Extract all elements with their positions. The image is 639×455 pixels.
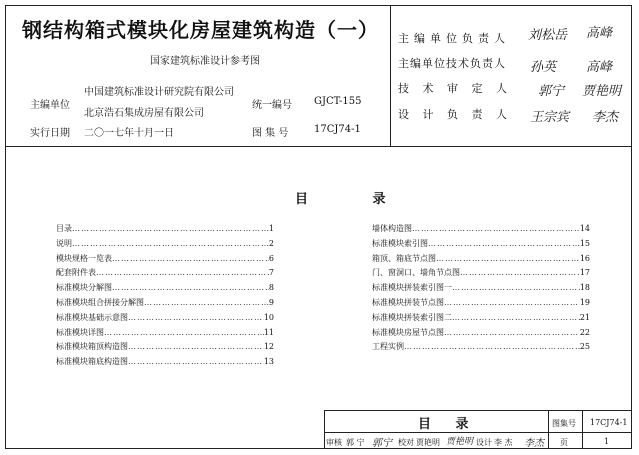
toc-entry-page: 10 [263, 312, 274, 322]
toc-entry[interactable] [372, 281, 590, 296]
atlas-value: 17CJ74-1 [314, 124, 361, 135]
toc-entry-title: 标准模块索引图 [372, 238, 428, 248]
toc-right-column [372, 222, 590, 355]
toc-entry-page: 21 [579, 312, 590, 322]
resp-sig-2b: 高峰 [586, 60, 613, 75]
toc-entry[interactable] [372, 252, 590, 267]
toc-entry-page: 7 [268, 268, 274, 278]
toc-leader [112, 281, 269, 296]
toc-entry[interactable] [372, 340, 590, 355]
title-block-design-label: 设计 [476, 438, 492, 447]
title-block-drawing-name: 目 录 [418, 417, 479, 432]
title-block-design-name: 李 杰 [494, 438, 513, 447]
header-bottom-rule [5, 146, 632, 147]
toc-leader [412, 222, 580, 237]
toc-entry-title: 门、窗洞口、墙角节点图 [372, 268, 460, 278]
toc-entry-title: 标准模块基础示意图 [56, 312, 128, 322]
toc-heading: 目 录 [295, 192, 416, 207]
date-label: 实行日期 [30, 128, 70, 139]
toc-entry-page: 18 [579, 283, 590, 293]
toc-entry-title: 标准模块箱底构造图 [56, 357, 128, 367]
title-block-review-sig: 郭宁 [372, 438, 392, 449]
title-block-review-label: 审核 [326, 438, 342, 447]
title-block-check-label: 校对 [398, 438, 414, 447]
toc-leader [128, 340, 264, 355]
toc-leader [428, 237, 580, 252]
title-block-check-sig: 贾艳明 [446, 437, 474, 447]
toc-leader [72, 237, 269, 252]
page-subtitle: 国家建筑标准设计参考图 [150, 56, 260, 67]
toc-entry[interactable] [372, 326, 590, 341]
toc-entry-title: 标准模块详图 [56, 327, 104, 337]
toc-entry-title: 标准模块拼装索引图二 [372, 312, 452, 322]
toc-entry[interactable] [372, 266, 590, 281]
resp-role-1: 主编单位负责人 [398, 32, 510, 45]
resp-sig-1a: 刘松岳 [528, 28, 568, 43]
toc-leader [444, 296, 580, 311]
toc-leader [444, 326, 580, 341]
code-label: 统一编号 [252, 100, 292, 111]
toc-entry-page: 6 [268, 253, 274, 263]
title-block-check-name: 贾艳明 [416, 438, 440, 447]
toc-leader [452, 281, 580, 296]
toc-entry-page: 2 [268, 238, 274, 248]
toc-left-column [56, 222, 274, 370]
toc-entry[interactable] [56, 340, 274, 355]
title-block-divider-1 [548, 410, 549, 449]
toc-entry[interactable] [56, 252, 274, 267]
toc-entry-page: 13 [263, 357, 274, 367]
header-divider [390, 5, 391, 146]
toc-entry[interactable] [56, 237, 274, 252]
title-block-review-name: 郭 宁 [346, 438, 365, 447]
title-block-page-value: 1 [604, 437, 610, 446]
page-title: 钢结构箱式模块化房屋建筑构造（一） [22, 18, 379, 42]
toc-entry-page: 9 [268, 297, 274, 307]
title-block-divider-2 [582, 410, 583, 449]
toc-entry-page: 11 [263, 327, 274, 337]
toc-leader [112, 252, 269, 267]
toc-entry-title: 墙体构造图 [372, 224, 412, 233]
atlas-label: 图 集 号 [252, 128, 289, 139]
toc-entry-page: 25 [579, 342, 590, 352]
toc-leader [128, 355, 264, 370]
toc-entry-title: 标准模块箱顶构造图 [56, 342, 128, 352]
resp-role-4: 设 计 负 责 人 [398, 108, 512, 121]
toc-entry-title: 标准模块分解图 [56, 283, 112, 293]
resp-role-2: 主编单位技术负责人 [398, 57, 506, 70]
toc-entry-page: 22 [579, 327, 590, 337]
toc-leader [128, 311, 264, 326]
editor-label: 主编单位 [30, 100, 70, 111]
toc-entry[interactable] [56, 311, 274, 326]
toc-leader [404, 340, 580, 355]
date-value: 二〇一七年十月一日 [84, 128, 174, 139]
toc-leader [96, 266, 269, 281]
toc-entry-title: 标准模块组合拼接分解图 [56, 297, 144, 307]
toc-entry-page: 19 [579, 297, 590, 307]
toc-entry[interactable] [372, 237, 590, 252]
resp-sig-4a: 王宗宾 [530, 110, 570, 125]
toc-entry-page: 12 [263, 342, 274, 352]
toc-leader [460, 266, 580, 281]
editor-org-2: 北京浩石集成房屋有限公司 [84, 108, 204, 119]
toc-entry[interactable] [56, 296, 274, 311]
resp-sig-1b: 高峰 [586, 26, 613, 41]
toc-entry[interactable] [372, 296, 590, 311]
toc-entry-title: 工程实例 [372, 342, 404, 352]
toc-leader [144, 296, 269, 311]
resp-sig-3b: 贾艳明 [582, 84, 622, 99]
toc-entry[interactable] [372, 222, 590, 237]
toc-entry[interactable] [56, 222, 274, 237]
title-block-mid-rule [324, 432, 632, 433]
toc-entry[interactable] [372, 311, 590, 326]
toc-leader [452, 311, 580, 326]
toc-leader [72, 222, 269, 237]
resp-role-3: 技 术 审 定 人 [398, 82, 512, 95]
toc-leader [436, 252, 580, 267]
toc-entry-page: 16 [579, 253, 590, 263]
toc-entry-page: 14 [579, 224, 590, 233]
toc-entry[interactable] [56, 355, 274, 370]
toc-entry-title: 说明 [56, 238, 72, 248]
title-block-atlas-label: 图集号 [552, 419, 576, 428]
toc-entry[interactable] [56, 281, 274, 296]
toc-leader [104, 326, 264, 341]
code-value: GJCT-155 [314, 96, 362, 107]
resp-sig-4b: 李杰 [592, 110, 619, 125]
toc-entry-title: 标准模块拼装节点图 [372, 297, 444, 307]
toc-entry-page: 15 [579, 238, 590, 248]
title-block-atlas-value: 17CJ74-1 [590, 418, 628, 427]
toc-entry-title: 标准模块拼装索引图一 [372, 283, 452, 293]
toc-entry-title: 模块规格一览表 [56, 253, 112, 263]
toc-entry-title: 目录 [56, 224, 72, 233]
toc-entry-title: 标准模块房屋节点图 [372, 327, 444, 337]
toc-entry-page: 8 [268, 283, 274, 293]
toc-entry-page: 17 [579, 268, 590, 278]
toc-entry[interactable] [56, 326, 274, 341]
resp-sig-2a: 孙英 [530, 60, 557, 75]
editor-org-1: 中国建筑标准设计研究院有限公司 [84, 87, 234, 98]
toc-entry[interactable] [56, 266, 274, 281]
toc-entry-page: 1 [268, 224, 274, 233]
title-block-design-sig: 李杰 [524, 438, 544, 449]
resp-sig-3a: 郭宁 [538, 84, 565, 99]
toc-entry-title: 箱顶、箱底节点图 [372, 253, 436, 263]
title-block-page-label: 页 [560, 438, 568, 447]
toc-entry-title: 配套附件表 [56, 268, 96, 278]
